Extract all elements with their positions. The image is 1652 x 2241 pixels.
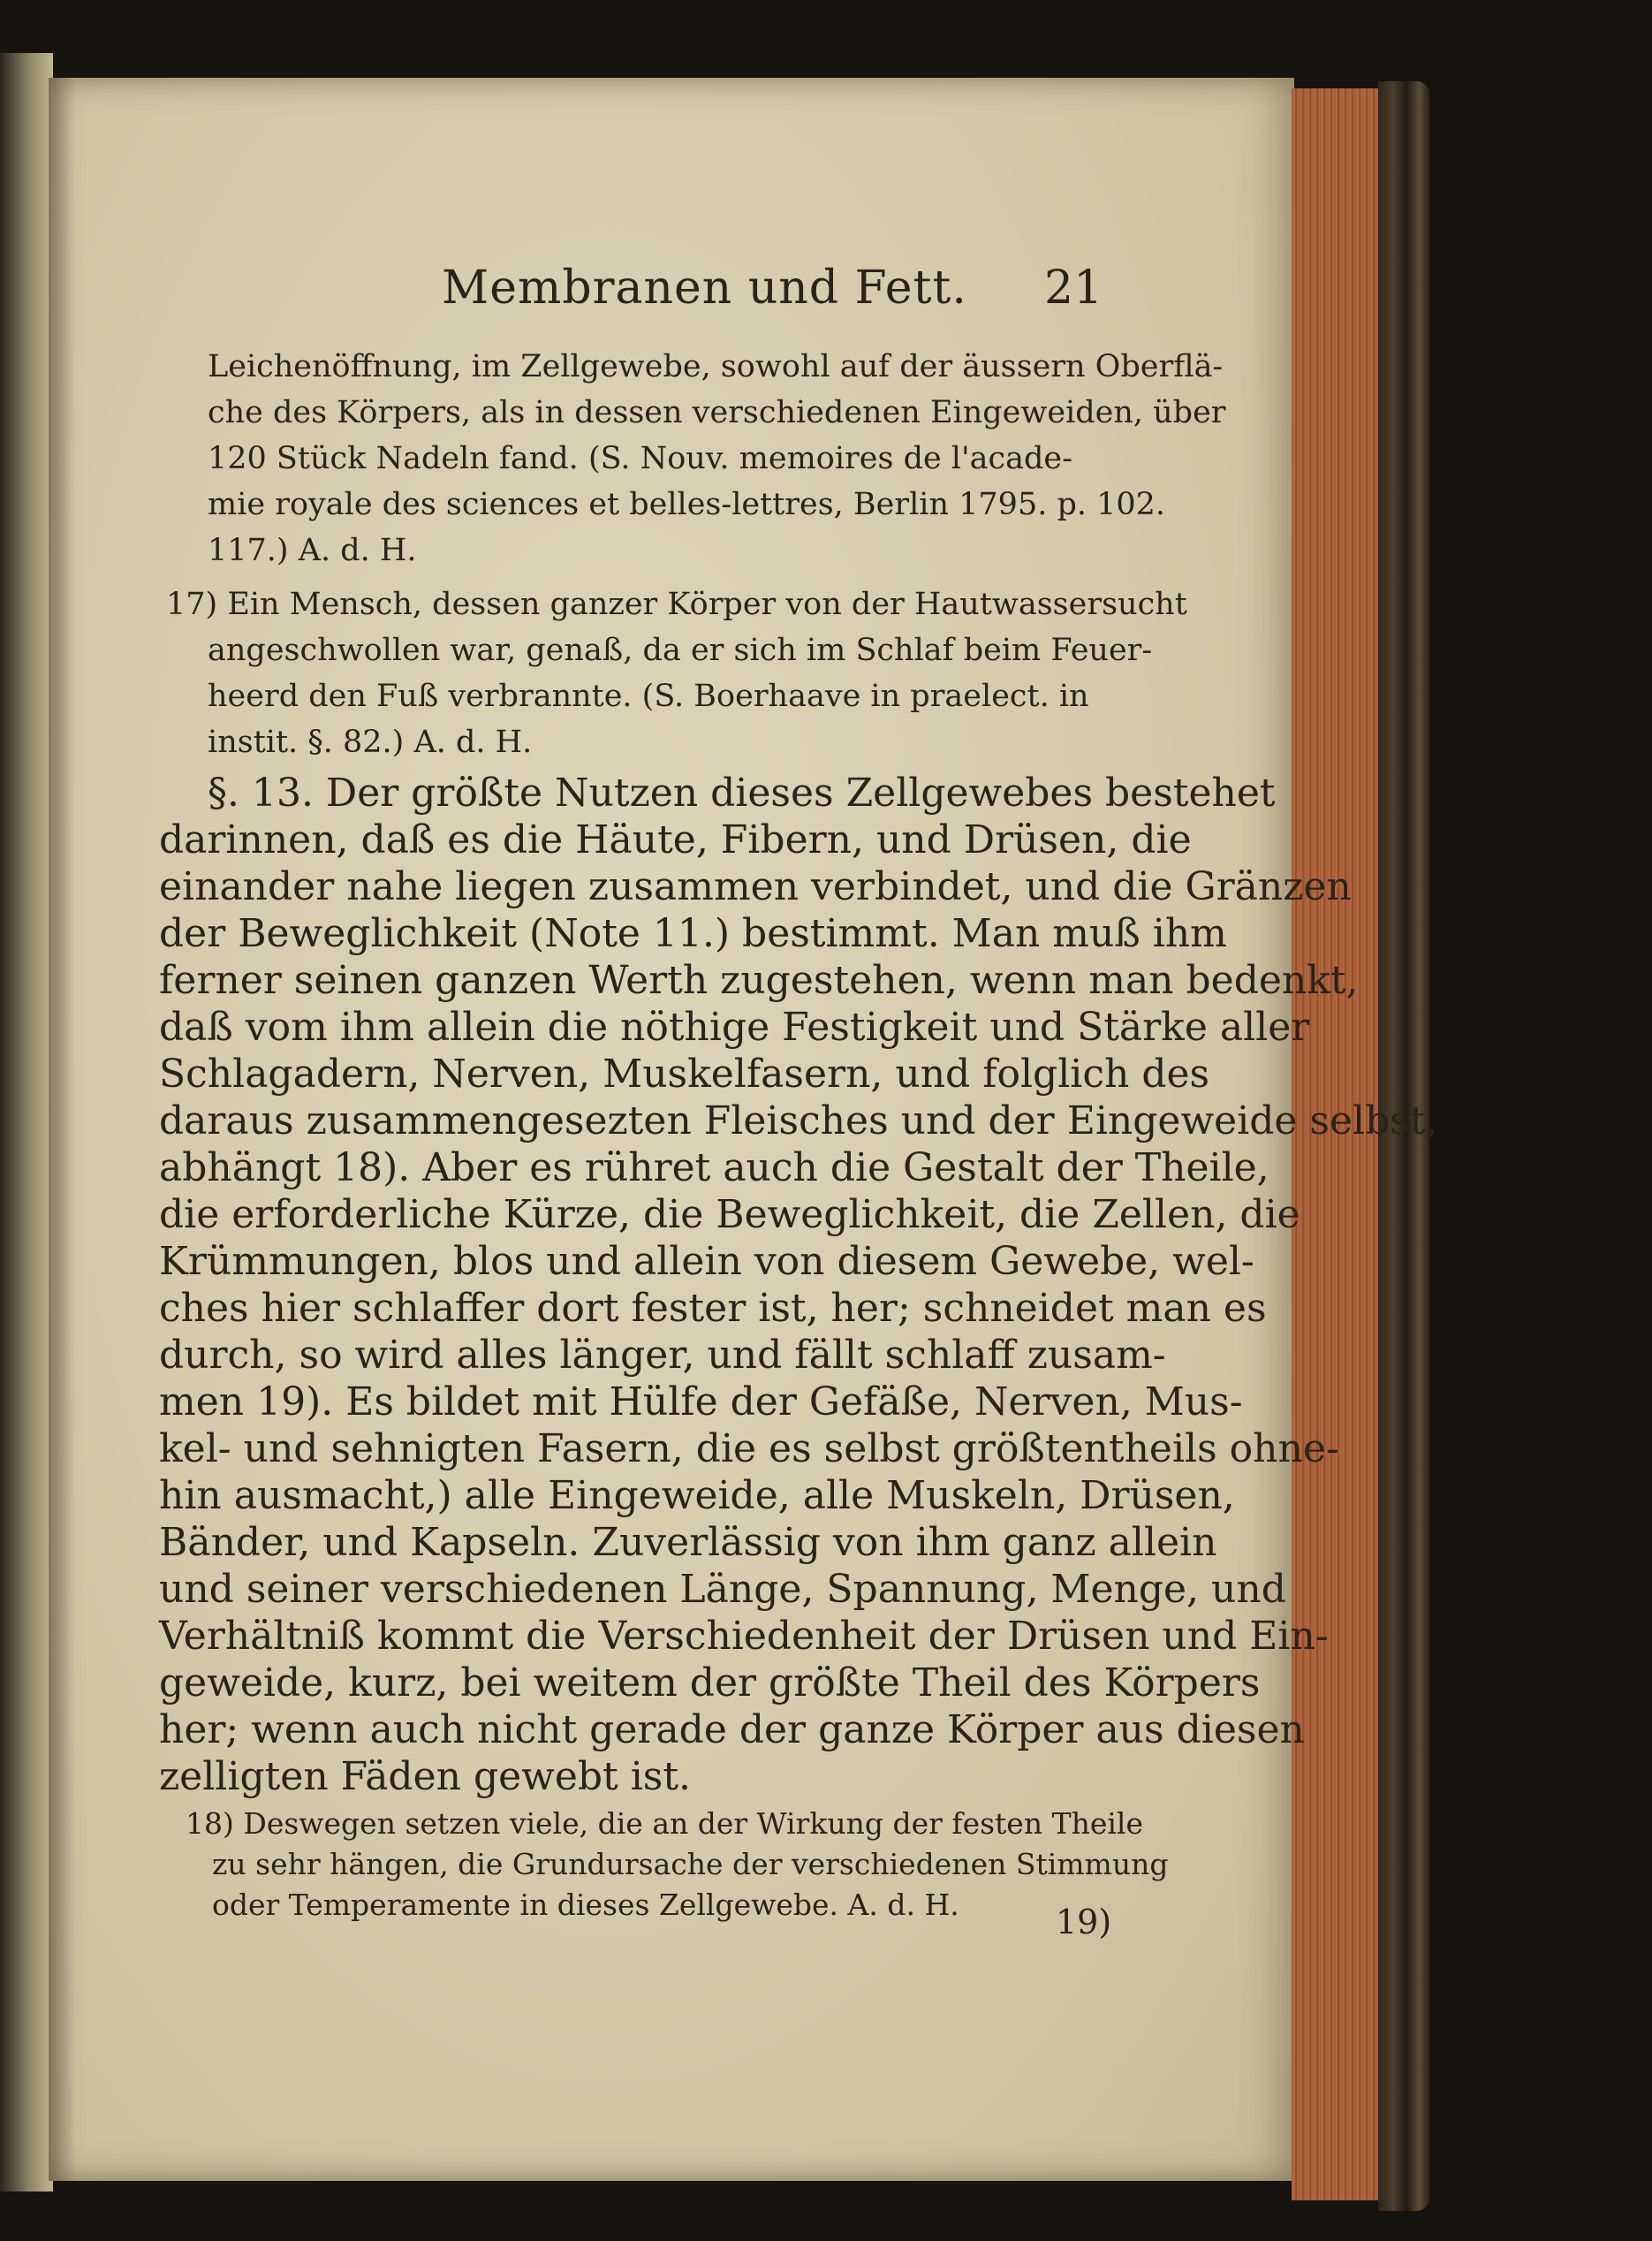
footnote-line: heerd den Fuß verbrannte. (S. Boerhaave in praelect. in: [208, 679, 1089, 714]
footnote-line: angeschwollen war, genaß, da er sich im Schlaf beim Feuer-: [208, 633, 1153, 668]
book-cover-edge: [1378, 81, 1429, 2211]
footnote-line: zu sehr hängen, die Grundursache der verschiedenen Stimmung: [212, 1847, 1169, 1881]
body-line: men 19). Es bildet mit Hülfe der Gefäße, Nerven, Mus-: [159, 1379, 1243, 1424]
body-line: geweide, kurz, bei weitem der größte Theil des Körpers: [159, 1660, 1261, 1705]
body-line: darinnen, daß es die Häute, Fibern, und Drüsen, die: [159, 817, 1192, 862]
page-edges: [1292, 88, 1389, 2200]
body-line: ches hier schlaffer dort fester ist, her; schneidet man es: [159, 1286, 1267, 1331]
body-line: Bänder, und Kapseln. Zuverlässig von ihm ganz allein: [159, 1520, 1217, 1565]
body-line: ferner seinen ganzen Werth zugestehen, wenn man bedenkt,: [159, 958, 1359, 1003]
body-line: her; wenn auch nicht gerade der ganze Körper aus diesen: [159, 1707, 1305, 1752]
body-line: und seiner verschiedenen Länge, Spannung, Menge, und: [159, 1567, 1286, 1612]
page-number: 21: [1044, 262, 1103, 315]
body-line: Schlagadern, Nerven, Muskelfasern, und folglich des: [159, 1052, 1210, 1097]
body-line: Verhältniß kommt die Verschiedenheit der Drüsen und Ein-: [159, 1614, 1329, 1659]
body-line: einander nahe liegen zusammen verbindet, und die Gränzen: [159, 864, 1352, 909]
book-left-edge: [0, 53, 53, 2192]
body-line: zelligten Fäden gewebt ist.: [159, 1754, 692, 1799]
page-gutter-shadow: [49, 78, 75, 2181]
body-line: daß vom ihm allein die nöthige Festigkeit und Stärke aller: [159, 1005, 1310, 1050]
body-line: daraus zusammengesezten Fleisches und der Eingeweide selbst,: [159, 1098, 1438, 1143]
footnote-line: oder Temperamente in dieses Zellgewebe. A. d. H.: [212, 1888, 959, 1922]
body-line: der Beweglichkeit (Note 11.) bestimmt. Man muß ihm: [159, 911, 1227, 956]
footnote-line: mie royale des sciences et belles-lettres, Berlin 1795. p. 102.: [208, 487, 1166, 522]
body-line: die erforderliche Kürze, die Beweglichkeit, die Zellen, die: [159, 1192, 1300, 1237]
footnote-line: 18) Deswegen setzen viele, die an der Wirkung der festen Theile: [186, 1806, 1144, 1841]
body-line: kel- und sehnigten Fasern, die es selbst größtentheils ohne-: [159, 1426, 1339, 1471]
footnote-line: 120 Stück Nadeln fand. (S. Nouv. memoires de l'acade-: [208, 441, 1072, 476]
footnote-line: che des Körpers, als in dessen verschiedenen Eingeweiden, über: [208, 395, 1226, 430]
body-line: Krümmungen, blos und allein von diesem Gewebe, wel-: [159, 1239, 1254, 1284]
body-line: abhängt 18). Aber es rühret auch die Gestalt der Theile,: [159, 1145, 1269, 1190]
body-line: durch, so wird alles länger, und fällt schlaff zusam-: [159, 1333, 1166, 1378]
footnote-line: 117.) A. d. H.: [208, 533, 417, 568]
body-line: hin ausmacht,) alle Eingeweide, alle Muskeln, Drüsen,: [159, 1473, 1235, 1518]
body-line: §. 13. Der größte Nutzen dieses Zellgewebes bestehet: [208, 771, 1276, 816]
running-title: Membranen und Fett.: [442, 262, 967, 315]
footnote-line: Leichenöffnung, im Zellgewebe, sowohl auf der äussern Oberflä-: [208, 349, 1224, 384]
catchword: 19): [1056, 1903, 1112, 1941]
footnote-line: 17) Ein Mensch, dessen ganzer Körper von der Hautwassersucht: [166, 587, 1187, 622]
footnote-line: instit. §. 82.) A. d. H.: [208, 725, 533, 760]
